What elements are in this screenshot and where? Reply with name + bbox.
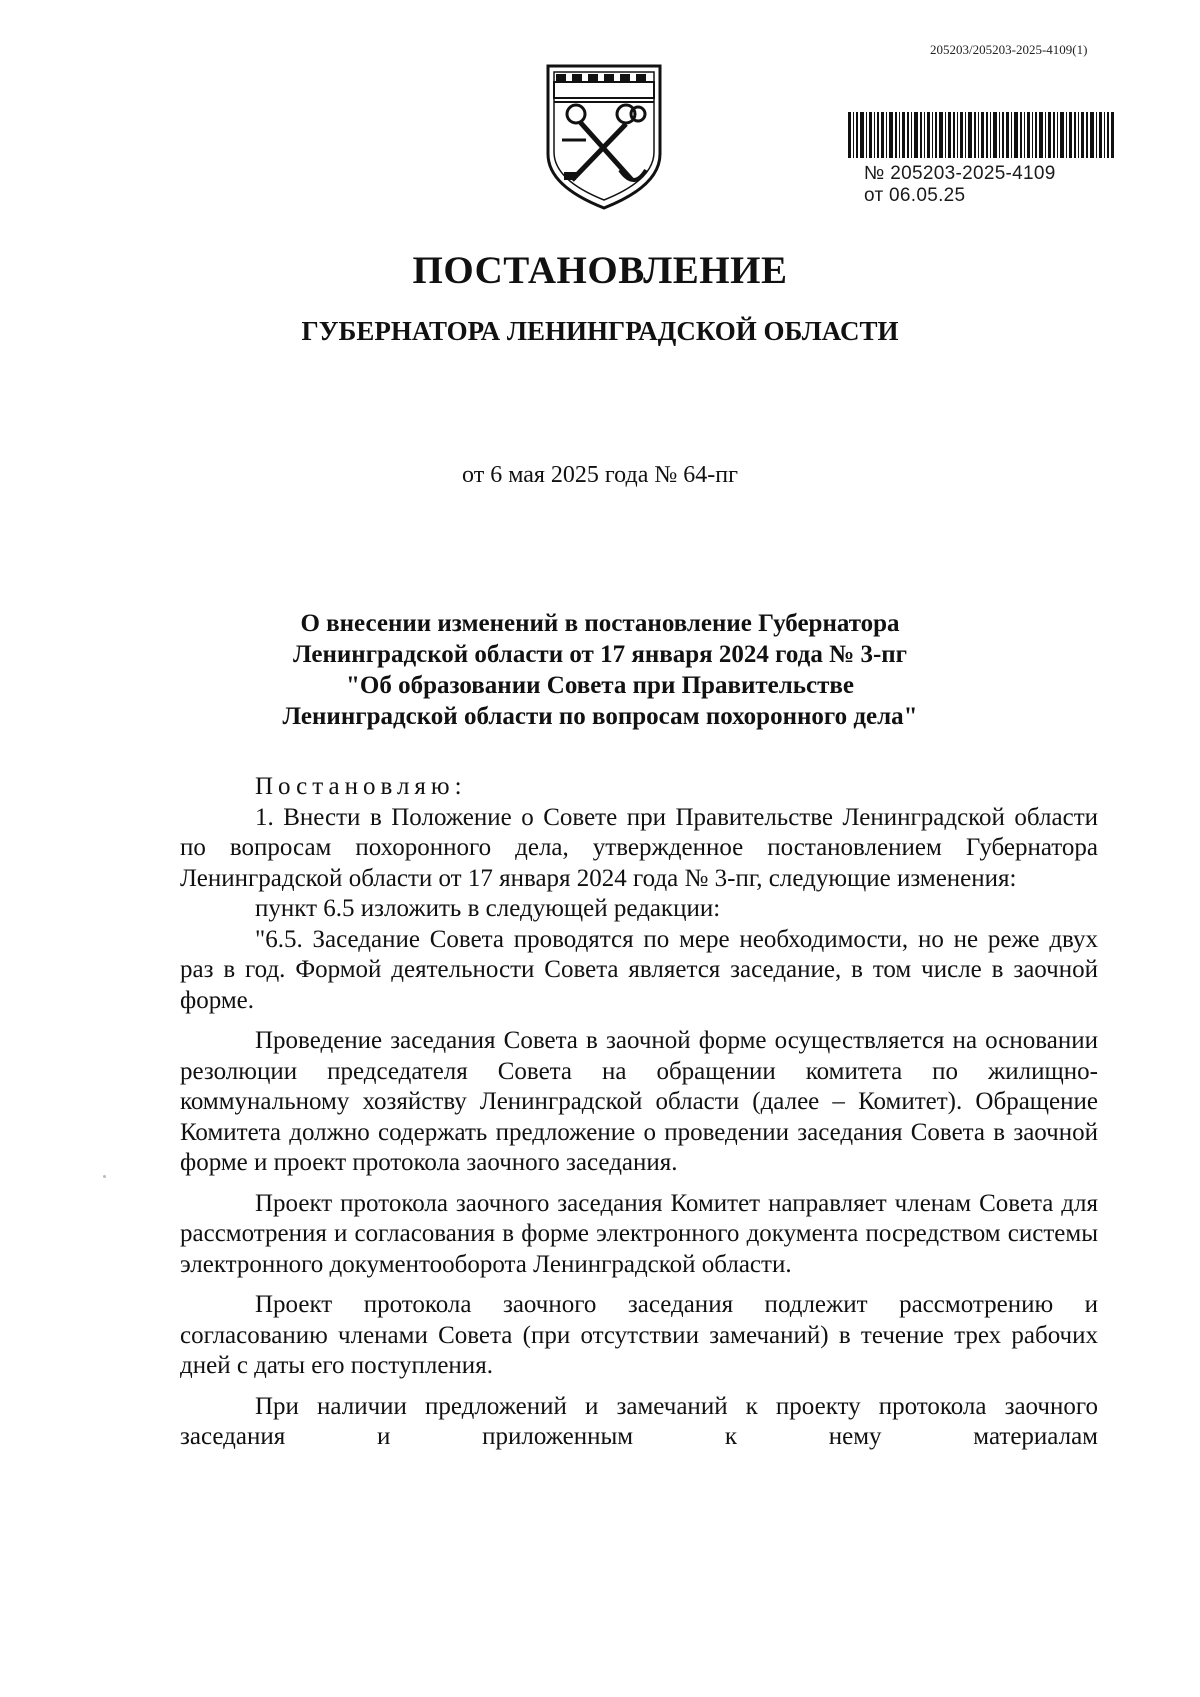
document-title: ПОСТАНОВЛЕНИЕ [412, 249, 788, 292]
body-paragraph: 1. Внести в Положение о Совете при Правительстве Ленинградской области по вопросам похоронного дела, утвержденное постановлением Губернатора Ленинградской области от 17 января 2024 года № 3-пг, следующие изменения: [180, 803, 1098, 892]
body-paragraph: пункт 6.5 изложить в следующей редакции: [255, 895, 721, 922]
heading-line: "Об образовании Совета при Правительстве [346, 672, 854, 699]
document-heading [0, 608, 1200, 732]
registration-number: № 205203-2025-4109 [864, 163, 1056, 184]
document-date-number: от 6 мая 2025 года № 64-пг [462, 462, 738, 488]
heading-line: Ленинградской области от 17 января 2024 года № 3-пг [292, 641, 908, 668]
registration-date: от 06.05.25 [864, 185, 966, 206]
coat-of-arms-icon [542, 62, 666, 212]
body-paragraph: Проведение заседания Совета в заочной форме осуществляется на основании резолюции председателя Совета на обращении комитета по жилищно-коммунальному хозяйству Ленинградской области (далее – Комитет). Обращение Комитета должно содержать предложение о проведении заседания Совета в заочной форме и проект протокола заочного заседания. [180, 1027, 1098, 1176]
document-code: 205203/205203-2025-4109(1) [930, 42, 1088, 57]
body-paragraph: Проект протокола заочного заседания Комитет направляет членам Совета для рассмотрения и согласования в форме электронного документа посредством системы электронного документооборота Ленинградской области. [180, 1189, 1098, 1278]
body-paragraph: При наличии предложений и замечаний к проекту протокола заочного заседания и приложенным к нему материалам [180, 1392, 1098, 1450]
heading-line: Ленинградской области по вопросам похоронного дела" [282, 703, 918, 730]
body-paragraph: "6.5. Заседание Совета проводятся по мере необходимости, но не реже двух раз в год. Формой деятельности Совета является заседание, в том числе в заочной форме. [180, 925, 1098, 1014]
heading-line: О внесении изменений в постановление Губернатора [300, 610, 900, 637]
barcode-icon [846, 112, 1114, 158]
body-paragraph: Проект протокола заочного заседания подлежит рассмотрению и согласованию членами Совета (при отсутствии замечаний) в течение трех рабочих дней с даты его поступления. [180, 1291, 1098, 1379]
decree-word: Постановляю: [255, 773, 467, 800]
document-body [180, 772, 1098, 1453]
document-subtitle: ГУБЕРНАТОРА ЛЕНИНГРАДСКОЙ ОБЛАСТИ [301, 316, 899, 346]
registration-stamp [864, 163, 1056, 207]
scan-speck [103, 1175, 106, 1178]
